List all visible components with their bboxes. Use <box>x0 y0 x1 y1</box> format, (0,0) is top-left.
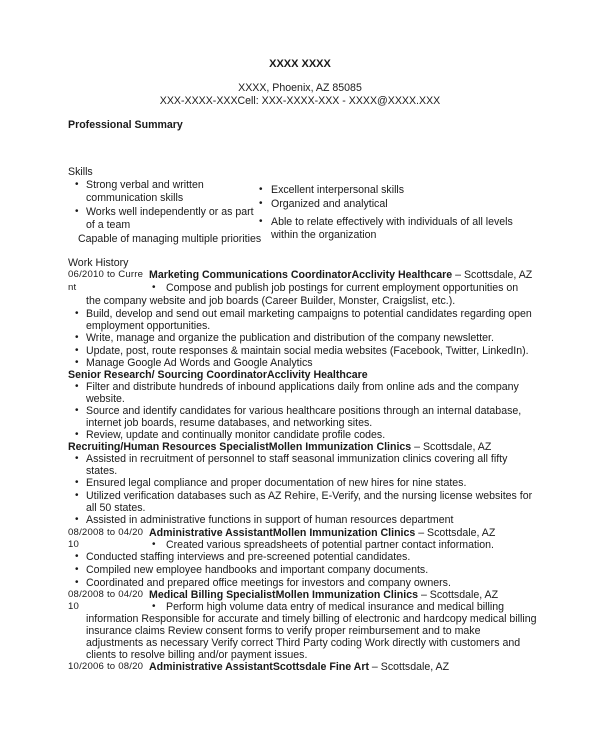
job-line: website. <box>86 393 125 405</box>
job-location: – Scottsdale, AZ <box>452 269 533 281</box>
bullet-icon: • <box>75 179 79 190</box>
bullet-icon: • <box>259 216 263 227</box>
job-line: clients to resolve billing and/or payment issues. <box>86 649 308 661</box>
job-date: 10/2006 to 08/20 <box>68 661 144 672</box>
skill-text: Capable of managing multiple priorities <box>78 233 262 245</box>
job-title: Marketing Communications CoordinatorAcclivity Healthcare <box>149 269 453 281</box>
job-title: Recruiting/Human Resources SpecialistMollen Immunization Clinics <box>68 441 412 453</box>
skill-text: Able to relate effectively with individuals of all levels <box>271 216 513 228</box>
job-heading <box>149 527 495 540</box>
bullet-icon: • <box>75 381 79 392</box>
job-line: Build, develop and send out email marketing campaigns to potential candidates regarding open <box>86 308 532 320</box>
job-title: Administrative AssistantScottsdale Fine Art <box>149 661 369 673</box>
job-line: all 50 states. <box>86 502 146 514</box>
bullet-icon: • <box>75 206 79 217</box>
skill-text: Organized and analytical <box>271 198 388 210</box>
job-location: – Scottsdale, AZ <box>418 589 499 601</box>
job-heading <box>149 269 532 282</box>
bullet-icon: • <box>259 184 263 195</box>
bullet-icon: • <box>75 490 79 501</box>
job-location: – Scottsdale, AZ <box>368 661 450 673</box>
job-line: Created various spreadsheets of potential partner contact information. <box>166 539 495 551</box>
candidate-name: XXXX XXXX <box>269 58 331 70</box>
job-line: Review, update and continually monitor candidate profile codes. <box>86 429 386 441</box>
job-line: Ensured legal compliance and proper documentation of new hires for nine states. <box>86 477 467 489</box>
job-line: adjustments as necessary Verify correct Third Party coding Work directly with customers and <box>86 637 521 649</box>
bullet-icon: • <box>75 332 79 343</box>
job-title: Administrative AssistantMollen Immunization Clinics <box>149 527 416 539</box>
bullet-icon: • <box>75 477 79 488</box>
bullet-icon: • <box>75 514 79 525</box>
job-heading <box>68 441 491 454</box>
bullet-icon: • <box>75 577 79 588</box>
job-title: Medical Billing SpecialistMollen Immunization Clinics <box>149 589 419 601</box>
job-date: nt <box>68 282 77 293</box>
job-line: Perform high volume data entry of medical insurance and medical billing <box>166 601 504 613</box>
skill-text: of a team <box>86 219 131 231</box>
job-line: information Responsible for accurate and timely billing of electronic and hardcopy medical billing <box>86 613 537 625</box>
job-date: 08/2008 to 04/20 <box>68 589 144 600</box>
job-date: 08/2008 to 04/20 <box>68 527 144 538</box>
skill-text: Works well independently or as part <box>86 206 254 218</box>
contact-line: XXX-XXXX-XXXCell: XXX-XXXX-XXX - XXXX@XXXX.XXX <box>159 95 441 107</box>
job-date: 10 <box>68 539 80 550</box>
bullet-icon: • <box>75 551 79 562</box>
bullet-icon: • <box>75 308 79 319</box>
skill-text: Excellent interpersonal skills <box>271 184 405 196</box>
address-line: XXXX, Phoenix, AZ 85085 <box>238 82 362 94</box>
job-line: Coordinated and prepared office meetings for investors and company owners. <box>86 577 451 589</box>
bullet-icon: • <box>75 564 79 575</box>
section-heading-skills: Skills <box>68 166 93 178</box>
bullet-icon: • <box>152 282 156 293</box>
job-line: employment opportunities. <box>86 320 211 332</box>
section-heading-work-history: Work History <box>68 257 129 269</box>
skill-text: Strong verbal and written <box>86 179 204 191</box>
job-heading <box>149 589 498 602</box>
job-date: 10 <box>68 601 80 612</box>
job-date: 06/2010 to Curre <box>68 269 144 280</box>
section-heading-summary: Professional Summary <box>68 119 183 131</box>
bullet-icon: • <box>152 601 156 612</box>
job-line: Filter and distribute hundreds of inbound applications daily from online ads and the company <box>86 381 519 393</box>
job-line: states. <box>86 465 118 477</box>
job-line: Compiled new employee handbooks and important company documents. <box>86 564 429 576</box>
job-line: Manage Google Ad Words and Google Analytics <box>86 357 313 369</box>
job-line: Update, post, route responses & maintain social media websites (Facebook, Twitter, LinkedIn). <box>86 345 529 357</box>
skill-text: communication skills <box>86 192 184 204</box>
job-heading <box>149 661 449 674</box>
job-line: internet job boards, resume databases, and networking sites. <box>86 417 373 429</box>
job-line: Compose and publish job postings for current employment opportunities on <box>166 282 519 294</box>
bullet-icon: • <box>259 198 263 209</box>
job-line: the company website and job boards (Career Builder, Monster, Craigslist, etc.). <box>86 295 456 307</box>
job-line: Assisted in recruitment of personnel to staff seasonal immunization clinics covering all fifty <box>86 453 508 465</box>
job-line: Utilized verification databases such as AZ Rehire, E-Verify, and the nursing license websites for <box>86 490 533 502</box>
bullet-icon: • <box>75 429 79 440</box>
bullet-icon: • <box>75 453 79 464</box>
job-line: Assisted in administrative functions in support of human resources department <box>86 514 454 526</box>
job-title: Senior Research/ Sourcing CoordinatorAcclivity Healthcare <box>68 369 368 381</box>
job-location: – Scottsdale, AZ <box>415 527 496 539</box>
bullet-icon: • <box>152 539 156 550</box>
job-line: Source and identify candidates for various healthcare positions through an internal database, <box>86 405 522 417</box>
job-line: insurance claims Review consent forms to verify proper reimbursement and to make <box>86 625 481 637</box>
job-line: Write, manage and organize the publication and distribution of the company newsletter. <box>86 332 494 344</box>
skill-text: within the organization <box>271 229 377 241</box>
job-line: Conducted staffing interviews and pre-screened potential candidates. <box>86 551 411 563</box>
bullet-icon: • <box>75 357 79 368</box>
bullet-icon: • <box>75 345 79 356</box>
bullet-icon: • <box>75 405 79 416</box>
job-location: – Scottsdale, AZ <box>411 441 492 453</box>
